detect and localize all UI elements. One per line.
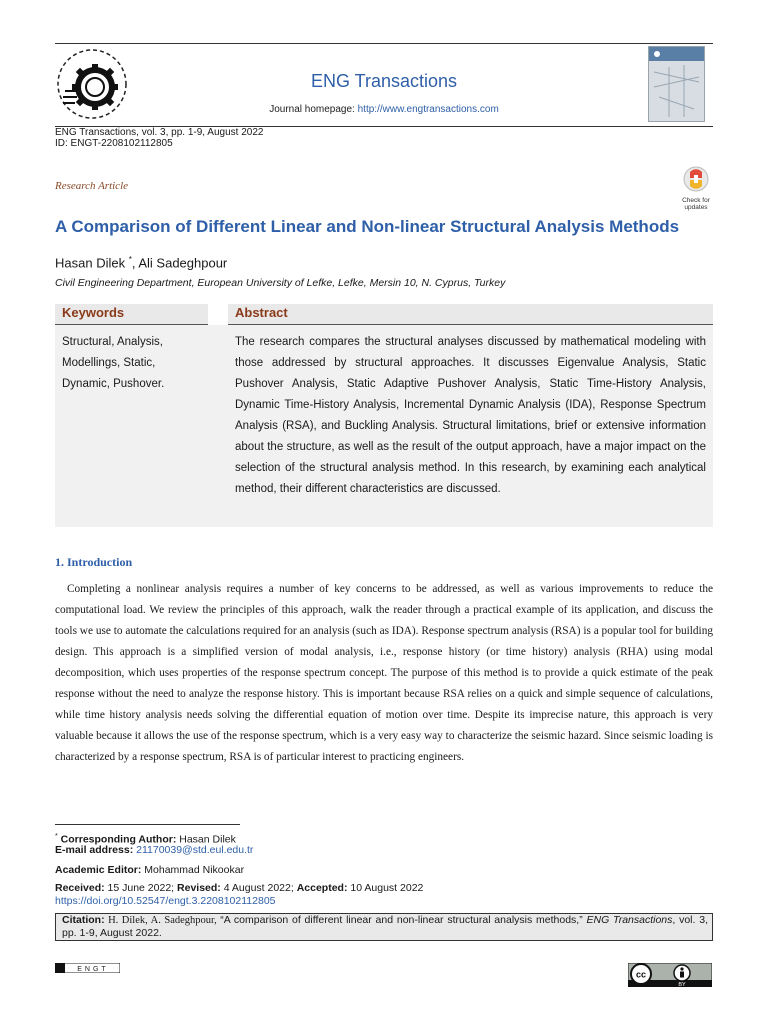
crossmark-label-2: updates (684, 204, 708, 211)
dates-note (55, 882, 423, 894)
affiliation: Civil Engineering Department, European University of Lefke, Lefke, Mersin 10, N. Cyprus, Turkey (55, 277, 506, 289)
author-2: Ali Sadeghpour (138, 255, 228, 271)
header-rule-top (55, 43, 713, 44)
homepage-link[interactable]: http://www.engtransactions.com (357, 104, 499, 115)
email-label: E-mail address: (55, 844, 134, 856)
citation-authors: H. Dilek, A. Sadeghpour, (104, 915, 221, 926)
cc-symbol-text: cc (635, 969, 647, 980)
journal-cover-thumbnail (648, 46, 705, 122)
editor-note (55, 864, 244, 876)
crossmark-icon (683, 166, 709, 192)
volume-line: ENG Transactions, vol. 3, pp. 1-9, August 2022 (55, 127, 264, 138)
article-title: A Comparison of Different Linear and Non-linear Structural Analysis Methods (55, 217, 680, 236)
creative-commons-by-icon[interactable] (628, 963, 712, 987)
received-label: Received: (55, 882, 105, 894)
corresponding-mark-footnote: * (55, 833, 58, 840)
eng-badge-text: ENGT (77, 966, 109, 973)
cc-by-text: BY (678, 982, 686, 987)
citation-title: “A comparison of different linear and non-linear structural analysis methods,” (220, 914, 587, 926)
author-separator: , (131, 255, 139, 271)
keywords-text: Structural, Analysis, Modellings, Static, Dynamic, Pushover. (62, 336, 165, 390)
citation-text (62, 914, 708, 939)
article-id: ID: ENGT-2208102112805 (55, 138, 173, 149)
revised-label: Revised: (177, 882, 221, 894)
check-for-updates-badge[interactable] (676, 166, 716, 211)
journal-cover-art (649, 47, 704, 121)
received-value: 15 June 2022; (104, 882, 178, 894)
accepted-label: Accepted: (296, 882, 348, 894)
abstract-text: The research compares the structural analyses discussed by mathematical modeling with those addressed by structural approaches. It discusses Eigenvalue Analysis, Static Pushover Analysis, Static Adaptive Pushover Analysis, Static Time-History Analysis, Dynamic Time-History Analysis, Incremental Dynamic Analysis (IDA), Response Spectrum Analysis (RSA), and Buckling Analysis. Structural limitations, brief or extensive information about the structure, as well as the result of the output approach, have a major impact on the selection of the structural analysis method. In this research, by examining each analytical method, their different characteristics are discussed. (235, 336, 706, 495)
abstract-header-bar (228, 304, 713, 325)
editor-value: Mohammad Nikookar (141, 864, 245, 876)
citation-rest: , vol. 3, pp. 1-9, August 2022. (62, 914, 708, 939)
journal-name: ENG Transactions (310, 71, 458, 91)
author-list (55, 255, 227, 270)
accepted-value: 10 August 2022 (347, 882, 424, 894)
citation-label: Citation: (62, 914, 105, 926)
citation-journal: ENG Transactions (586, 914, 673, 926)
footnote-rule (55, 824, 240, 825)
doi-note (55, 895, 276, 907)
corresponding-label: Corresponding Author: (57, 833, 177, 846)
keywords-heading: Keywords (62, 305, 125, 320)
article-type: Research Article (55, 180, 129, 192)
crossmark-label-1: Check for (682, 197, 710, 204)
eng-footer-badge (55, 963, 120, 973)
corresponding-value: Hasan Dilek (176, 833, 236, 846)
email-link[interactable]: 21170039@std.eul.edu.tr (133, 844, 254, 856)
revised-value: 4 August 2022; (220, 882, 297, 894)
email-note (55, 844, 253, 856)
author-1: Hasan Dilek (55, 255, 126, 271)
homepage-label: Journal homepage: (269, 104, 358, 115)
corresponding-mark: * (128, 255, 132, 264)
section-heading: 1. Introduction (55, 555, 133, 569)
abstract-heading: Abstract (235, 305, 288, 320)
doi-link[interactable]: https://doi.org/10.52547/engt.3.2208102112805 (55, 895, 276, 907)
intro-paragraph: Completing a nonlinear analysis requires a number of key concerns to be addressed, as well as various improvements to reduce the computational load. We review the principles of this approach, walk the reader through a practical example of its application, and discuss the tools we use to automate the calculations required for an analysis (such as IDA). Response spectrum analysis (RSA) is a popular tool for building design. This approach is a simplified version of modal analysis, i.e., response history (or time history) analysis (RHA) using modal decomposition, which uses properties of the response spectrum concept. The purpose of this method is to provide a quick estimate of the peak response without the need to analyze the response history. This is important because RSA relies on a quick and simple sequence of calculations, while time history analysis needs solving the differential equation of motion over time. Despite its imprecise nature, this approach is very valuable because it allows the use of the response spectrum, which is a very easy way to characterize the seismic hazard. Since seismic loading is characterized by a response spectrum, RSA is of particular interest to practicing engineers. (55, 583, 713, 763)
editor-label: Academic Editor: (55, 864, 142, 876)
